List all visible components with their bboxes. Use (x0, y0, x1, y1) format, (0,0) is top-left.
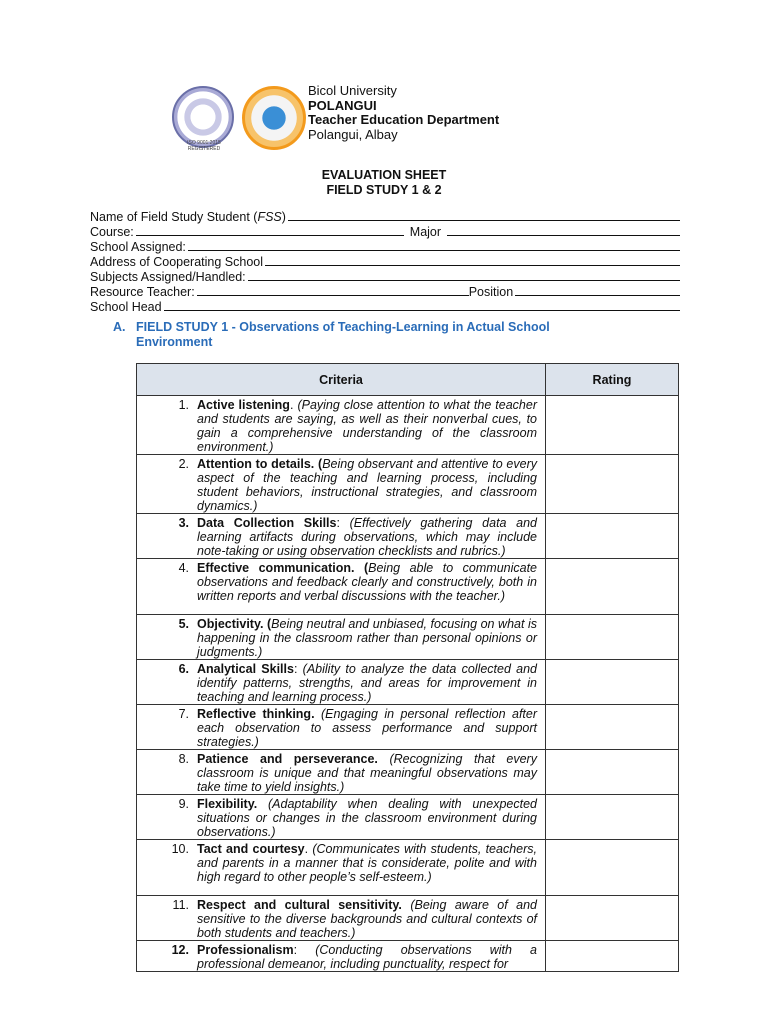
school-assigned-row (90, 239, 680, 254)
item-number: 5. (178, 617, 189, 631)
address-row (90, 254, 680, 269)
address-label: Address of Cooperating School (90, 255, 264, 269)
item-text: Reflective thinking. (Engaging in personal reflection after each observation to assess performance and support strategies.) (197, 707, 537, 749)
rating-cell[interactable] (546, 396, 679, 455)
rating-cell[interactable] (546, 705, 679, 750)
subjects-field[interactable] (248, 269, 680, 281)
item-number: 10. (171, 842, 189, 856)
school-head-row (90, 299, 680, 314)
item-text: Patience and perseverance. (Recognizing that every classroom is unique and that meaningful observations may take time to yield insights.) (197, 752, 537, 794)
criteria-cell (137, 455, 546, 514)
criteria-cell (137, 750, 546, 795)
rating-cell[interactable] (546, 514, 679, 559)
rating-cell[interactable] (546, 559, 679, 615)
polangui-campus-seal-icon (242, 86, 306, 150)
item-text: Attention to details. (Being observant and attentive to every aspect of the teaching and learning process, including student behaviors, instructional strategies, and classroom dynamics.) (197, 457, 537, 513)
criteria-cell (137, 705, 546, 750)
table-row (137, 615, 679, 660)
title-line-1: EVALUATION SHEET (321, 168, 447, 182)
subjects-row (90, 269, 680, 284)
rating-cell[interactable] (546, 941, 679, 972)
criteria-table (136, 363, 679, 972)
item-text: Data Collection Skills: (Effectively gathering data and learning artifacts during observations, which may include note-taking or using observation checklists and rubrics.) (197, 516, 537, 558)
student-info-fields (90, 209, 680, 314)
campus-name: POLANGUI (308, 97, 377, 113)
item-text: Flexibility. (Adaptability when dealing with unexpected situations or changes in the classroom environment during observations.) (197, 797, 537, 839)
rating-cell[interactable] (546, 750, 679, 795)
item-text: Tact and courtesy. (Communicates with students, teachers, and parents in a manner that is considerate, polite and with high regard to other people’s self-esteem.) (197, 842, 537, 884)
item-number: 1. (178, 398, 189, 412)
table-row (137, 795, 679, 840)
item-number: 9. (178, 797, 189, 811)
table-row (137, 559, 679, 615)
item-number: 6. (178, 662, 189, 676)
school-head-field[interactable] (164, 299, 680, 311)
major-label: Major (409, 225, 442, 239)
student-name-field[interactable] (288, 209, 680, 221)
table-row (137, 660, 679, 705)
university-info (308, 84, 499, 142)
school-head-label: School Head (90, 300, 162, 314)
criteria-cell (137, 559, 546, 615)
table-row (137, 396, 679, 455)
item-text: Analytical Skills: (Ability to analyze the data collected and identify patterns, strengths, and areas for improvement in teaching and learning process.) (197, 662, 538, 704)
item-number: 2. (178, 457, 189, 471)
rating-cell[interactable] (546, 660, 679, 705)
student-name-row (90, 209, 680, 224)
course-row (90, 224, 680, 239)
subjects-label: Subjects Assigned/Handled: (90, 270, 246, 284)
rating-cell[interactable] (546, 795, 679, 840)
rating-cell[interactable] (546, 455, 679, 514)
criteria-cell (137, 514, 546, 559)
item-text: Objectivity. (Being neutral and unbiased, focusing on what is happening in the classroom rather than personal opinions or judgments.) (197, 617, 537, 659)
table-row (137, 750, 679, 795)
item-number: 7. (178, 707, 189, 721)
address-field[interactable] (265, 254, 680, 266)
item-number: 12. (171, 943, 189, 957)
criteria-cell (137, 660, 546, 705)
criteria-cell (137, 795, 546, 840)
page-title (0, 168, 768, 198)
table-row (137, 514, 679, 559)
rating-cell[interactable] (546, 615, 679, 660)
iso-certification-text: ISO 9001:2015 REGISTERED (187, 140, 221, 152)
table-row (137, 455, 679, 514)
table-header-row (137, 364, 679, 396)
resource-teacher-label: Resource Teacher: (90, 285, 195, 299)
criteria-cell (137, 615, 546, 660)
school-assigned-label: School Assigned: (90, 240, 186, 254)
department-name: Teacher Education Department (308, 112, 500, 127)
table-row (137, 705, 679, 750)
school-assigned-field[interactable] (188, 239, 680, 251)
resource-teacher-row (90, 284, 680, 299)
item-text: Professionalism: (Conducting observations with a professional demeanor, including punctuality, respect for (197, 943, 538, 971)
position-field[interactable] (515, 284, 680, 296)
title-line-2: FIELD STUDY 1 & 2 (326, 183, 442, 197)
major-field[interactable] (447, 224, 680, 236)
item-text: Respect and cultural sensitivity. (Being aware of and sensitive to the diverse backgrounds and cultural contexts of both students and teachers.) (197, 898, 537, 940)
university-name: Bicol University (308, 83, 397, 98)
position-label: Position (468, 285, 514, 299)
student-name-label: Name of Field Study Student (FSS) (90, 210, 286, 224)
rating-header: Rating (546, 364, 679, 396)
document-header (172, 80, 592, 150)
item-text: Active listening. (Paying close attention to what the teacher and students are saying, as well as their nonverbal cues, to gain a comprehensive understanding of the classroom environment.) (197, 398, 537, 454)
course-field[interactable] (136, 224, 404, 236)
item-number: 4. (178, 561, 189, 575)
location: Polangui, Albay (308, 126, 398, 142)
table-row (137, 840, 679, 896)
criteria-cell (137, 896, 546, 941)
criteria-header: Criteria (137, 364, 546, 396)
item-text: Effective communication. (Being able to communicate observations and feedback clearly and constructively, both in written reports and verbal discussions with the teacher.) (197, 561, 537, 603)
item-number: 3. (178, 516, 189, 530)
course-label: Course: (90, 225, 134, 239)
item-number: 8. (178, 752, 189, 766)
criteria-cell (137, 840, 546, 896)
section-letter: A. (113, 320, 126, 334)
resource-teacher-field[interactable] (197, 284, 469, 296)
criteria-cell (137, 396, 546, 455)
table-row (137, 941, 679, 972)
rating-cell[interactable] (546, 896, 679, 941)
table-row (137, 896, 679, 941)
item-number: 11. (172, 898, 189, 912)
section-title: FIELD STUDY 1 - Observations of Teaching-Learning in Actual School Environment (136, 320, 550, 349)
criteria-cell (137, 941, 546, 972)
bicol-university-seal-icon (172, 86, 234, 148)
rating-cell[interactable] (546, 840, 679, 896)
